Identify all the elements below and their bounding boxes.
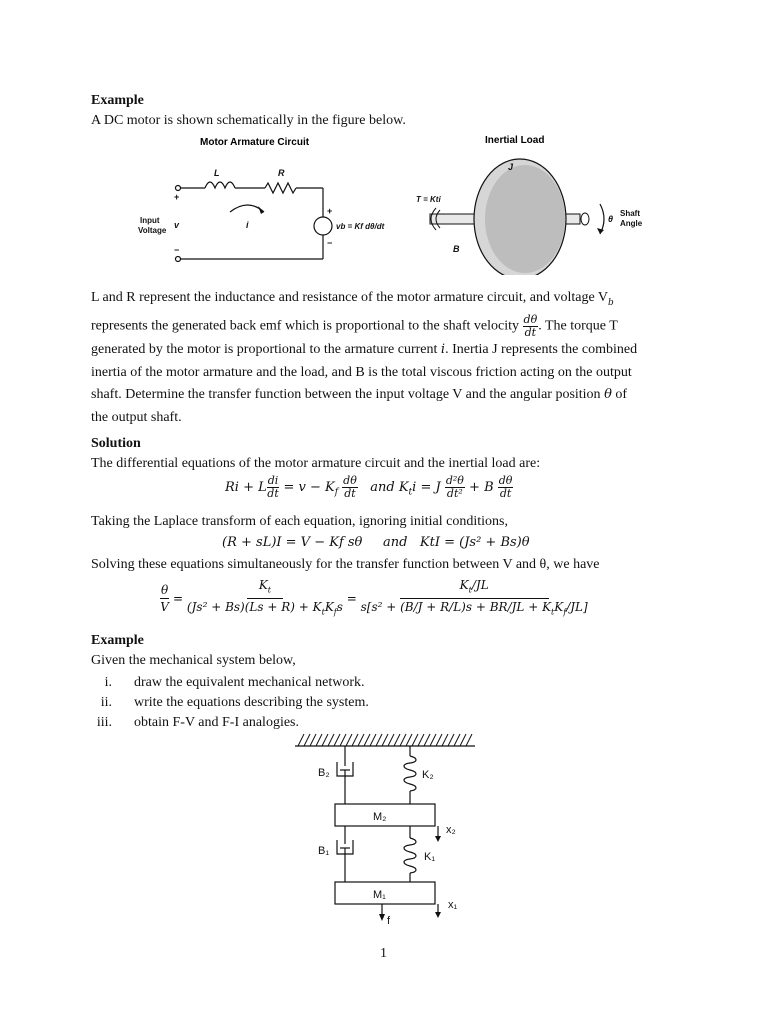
svg-text:θ: θ [608, 214, 614, 224]
inertial-load [416, 159, 643, 275]
svg-text:−: − [327, 238, 333, 248]
mechanical-system-figure [290, 732, 480, 932]
example-heading-2: Example [91, 633, 144, 648]
svg-text:Voltage: Voltage [138, 226, 167, 235]
svg-text:R: R [278, 168, 285, 178]
svg-text:B₂: B₂ [318, 767, 330, 779]
dc-motor-figure [130, 130, 650, 275]
ceiling-hatch [298, 734, 472, 746]
svg-text:+: + [174, 192, 180, 202]
svg-text:L: L [214, 168, 220, 178]
armature-circuit [176, 182, 333, 262]
differential-equation: Ri + L $\frac{di}{dt}$ = $v - K_f$ $\frac{d\theta}{dt}$ and $K_ti = J$ $\frac{\text{d²θ}}{\text{dt²}}$ + B $\frac{d\theta}{dt}$ [225, 474, 513, 500]
svg-text:x₁: x₁ [448, 899, 458, 911]
spring-k1 [404, 838, 416, 873]
load-title: Inertial Load [485, 135, 545, 146]
spring-k2 [404, 756, 416, 791]
solution-heading: Solution [91, 436, 141, 451]
svg-text:K₂: K₂ [422, 769, 434, 781]
task-item: ii. write the equations describing the system. [100, 695, 369, 710]
transfer-function: $\frac{\theta}{V}$ = $\frac{K_t}{(Js^2 + Bs)(Ls + R) + K_tK_fs}$ = $\frac{K_t/JL}{s[s^2 + (B/J + R/L)s + BR/JL + K_tK_f/JL]}$ [160, 578, 588, 617]
svg-text:J: J [508, 162, 514, 172]
example-heading-1: Example [91, 93, 144, 108]
solution-line-2: Taking the Laplace transform of each equation, ignoring initial conditions, [91, 514, 508, 529]
inductor-symbol [205, 182, 235, 188]
back-emf-source [314, 217, 332, 235]
example-intro-1: A DC motor is shown schematically in the figure below. [91, 113, 406, 128]
resistor-symbol [265, 183, 296, 193]
solution-line-3: Solving these equations simultaneously for the transfer function between V and θ, we have [91, 557, 600, 572]
task-item: i. draw the equivalent mechanical network. [104, 675, 365, 690]
svg-text:x₂: x₂ [446, 824, 456, 836]
svg-text:K₁: K₁ [424, 851, 436, 863]
svg-text:Input: Input [140, 216, 160, 225]
svg-text:i: i [246, 220, 249, 230]
svg-text:T = Kti: T = Kti [416, 195, 441, 204]
svg-text:B₁: B₁ [318, 845, 330, 857]
svg-text:Angle: Angle [620, 219, 643, 228]
task-list [91, 673, 369, 733]
laplace-equation: (R + sL)I = V − Kf sθ and KtI = (Js² + Bs)θ [222, 535, 530, 550]
svg-text:vb = Kf dθ/dt: vb = Kf dθ/dt [336, 222, 385, 231]
svg-text:−: − [174, 245, 180, 255]
current-arrow [230, 205, 264, 212]
svg-text:M₂: M₂ [373, 811, 387, 823]
example-intro-2: Given the mechanical system below, [91, 653, 296, 668]
svg-text:Shaft: Shaft [620, 209, 640, 218]
svg-text:v: v [174, 220, 180, 230]
armature-title: Motor Armature Circuit [200, 137, 310, 148]
problem-paragraph: L and R represent the inductance and resistance of the motor armature circuit, and voltage $V_b$ represents the generated back emf which is proportional to the shaft velocity $\frac{d\theta}{dt}$ . The torque T generated by the motor is proportional to the armature current i. Inertia J represents the combined inertia of the motor armature and the load, and B is the total viscous friction acting on the output shaft. Determine the transfer function between the input voltage V and the angular position θ of the output shaft. [91, 290, 638, 425]
page-number: 1 [380, 946, 387, 961]
solution-line-1: The differential equations of the motor armature circuit and the inertial load are: [91, 456, 541, 471]
svg-text:M₁: M₁ [373, 889, 386, 901]
svg-text:+: + [327, 206, 333, 216]
svg-text:f: f [387, 915, 391, 927]
task-item: iii. obtain F-V and F-I analogies. [96, 715, 299, 730]
svg-text:B: B [453, 244, 460, 254]
